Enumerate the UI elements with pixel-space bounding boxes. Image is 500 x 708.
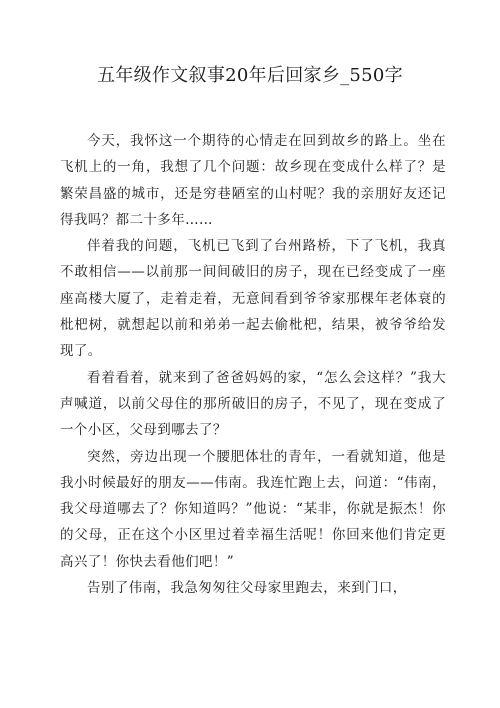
document-body — [60, 128, 446, 601]
paragraph-1: 今天，我怀这一个期待的心情走在回到故乡的路上。坐在飞机上的一角，我想了几个问题：故乡现在变成什么样了？是繁荣昌盛的城市，还是穷巷陋室的山村呢？我的亲朋好友还记得我吗？都二十多年…… — [60, 133, 446, 228]
paragraph-4: 突然，旁边出现一个腰肥体壮的青年，一看就知道，他是我小时候最好的朋友——伟南。我连忙跑上去，问道：“伟南，我父母道哪去了？你知道吗？”他说：“某非，你就是振杰！你的父母，正在这个小区里过着幸福生活呢！你回来他们肯定更高兴了！你快去看他们吧！” — [60, 448, 446, 570]
paragraph-5: 告别了伟南，我急匆匆往父母家里跑去，来到门口， — [87, 580, 407, 597]
document-title: 五年级作文叙事20年后回家乡_550字 — [97, 65, 403, 86]
paragraph-2: 伴着我的问题，飞机已飞到了台州路桥，下了飞机，我真不敢相信——以前那一间间破旧的房子，现在已经变成了一座座高楼大厦了，走着走着，无意间看到爷爷家那棵年老体衰的枇杷树，就想起以前和弟弟一起去偷枇杷，结果，被爷爷给发现了。 — [60, 238, 446, 360]
paragraph-3: 看着看着，就来到了爸爸妈妈的家，“怎么会这样？”我大声喊道，以前父母住的那所破旧的房子，不见了，现在变成了一个小区，父母到哪去了？ — [60, 369, 446, 439]
